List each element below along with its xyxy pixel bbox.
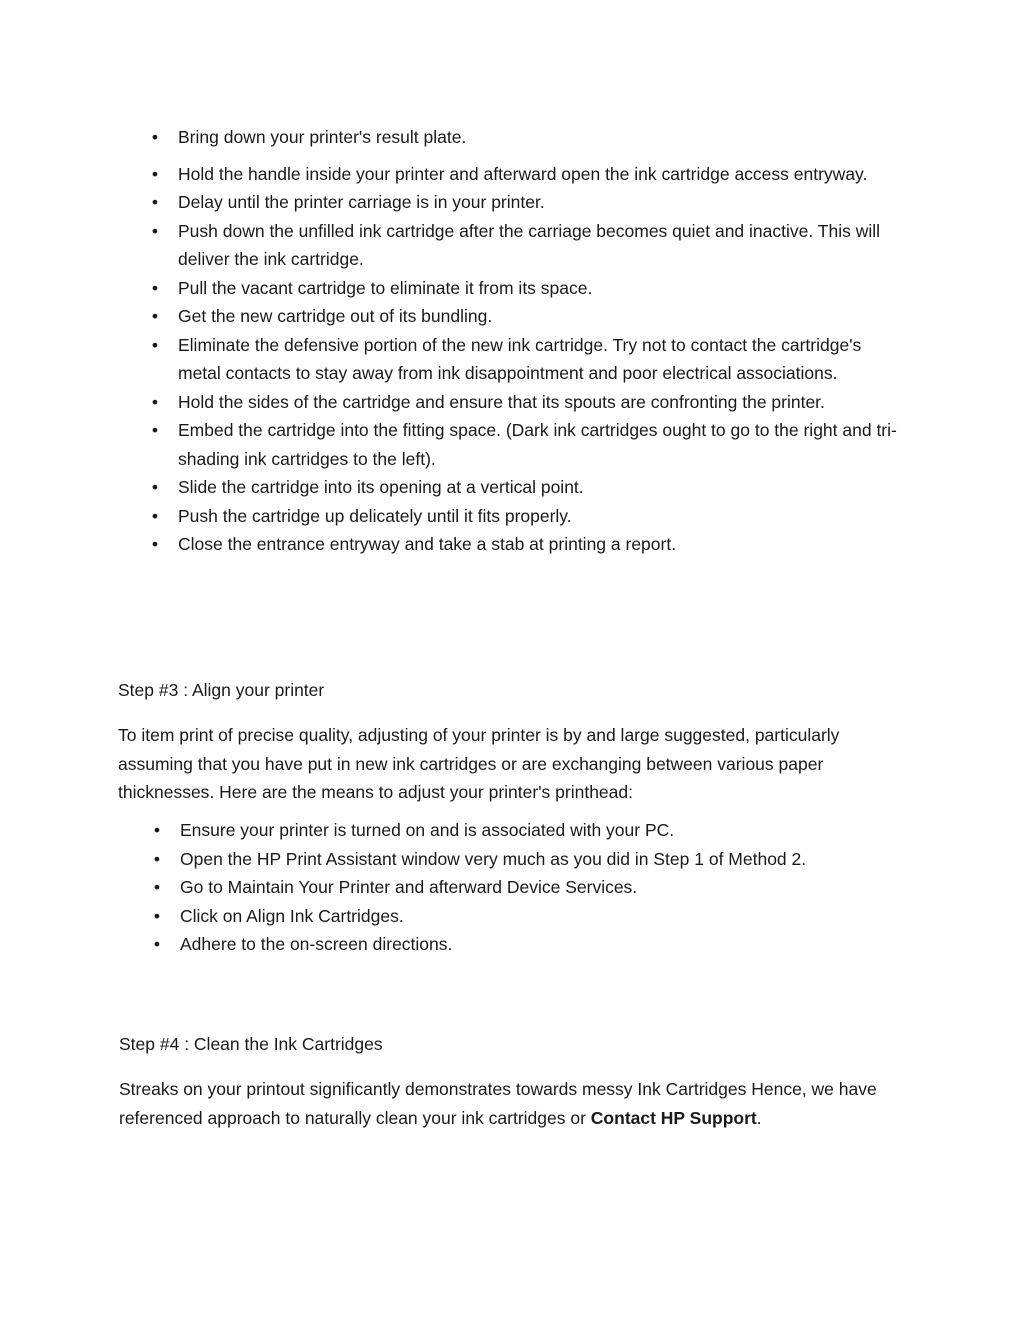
list-item-text: Eliminate the defensive portion of the new ink cartridge. Try not to contact the cartridge's metal contacts to stay away from ink disappointment and poor electrical associations. [178,334,862,383]
list-item-text: Hold the sides of the cartridge and ensure that its spouts are confronting the printer. [178,391,825,412]
step4-heading: Step #4 : Clean the Ink Cartridges [119,1034,383,1054]
bullet-icon: • [151,334,159,355]
list-item [150,816,890,845]
step4-paragraph-end: . [756,1107,762,1128]
bullet-icon: • [151,220,159,241]
cartridge-replacement-list [148,123,908,559]
contact-hp-support-link[interactable]: Contact HP Support [590,1107,757,1128]
list-item-text: Hold the handle inside your printer and afterward open the ink cartridge access entryway. [178,163,868,184]
list-item-text: Push the cartridge up delicately until it fits properly. [178,505,572,526]
bullet-icon: • [153,820,161,840]
bullet-icon: • [151,192,159,212]
bullet-icon: • [151,306,159,326]
list-item [148,160,908,189]
bullet-icon: • [151,420,159,440]
list-item [148,217,908,274]
list-item-text: Close the entrance entryway and take a stab at printing a report. [178,534,677,554]
list-item-text: Get the new cartridge out of its bundling. [178,306,493,326]
list-item [148,123,908,152]
list-item [148,388,908,417]
list-item-text: Go to Maintain Your Printer and afterward Device Services. [180,877,638,897]
list-item [148,274,908,303]
step4-paragraph-text: Streaks on your printout significantly demonstrates towards messy Ink Cartridges Hence, we have referenced approach to naturally clean your ink cartridges or [119,1079,877,1128]
bullet-icon: • [151,277,159,298]
list-item [148,502,908,531]
list-item [150,845,890,874]
bullet-icon: • [151,477,159,497]
bullet-icon: • [151,127,159,147]
bullet-icon: • [153,905,161,926]
list-item [148,331,908,388]
bullet-icon: • [153,934,161,954]
list-item-text: Click on Align Ink Cartridges. [180,905,404,926]
list-item-text: Push down the unfilled ink cartridge after the carriage becomes quiet and inactive. This will deliver the ink cartridge. [178,220,880,269]
list-item [148,416,908,473]
list-item [150,902,890,931]
list-item-text: Embed the cartridge into the fitting space. (Dark ink cartridges ought to go to the right and tri-shading ink cartridges to the left). [178,420,897,469]
bullet-icon: • [151,505,159,526]
list-item [150,930,890,959]
list-item-text: Pull the vacant cartridge to eliminate it from its space. [178,277,593,298]
list-item [150,873,890,902]
bullet-icon: • [151,391,159,412]
bullet-icon: • [151,534,159,554]
bullet-icon: • [153,848,161,869]
list-item [148,188,908,217]
list-item-text: Bring down your printer's result plate. [178,127,467,147]
step4-paragraph [119,1075,899,1132]
list-item-text: Ensure your printer is turned on and is associated with your PC. [180,820,675,840]
list-item-text: Delay until the printer carriage is in your printer. [178,192,545,212]
list-item [148,530,908,559]
list-item [148,302,908,331]
bullet-icon: • [151,163,159,184]
bullet-icon: • [153,877,161,897]
list-item-text: Adhere to the on-screen directions. [180,934,453,954]
list-item-text: Slide the cartridge into its opening at a vertical point. [178,477,584,497]
list-item [148,473,908,502]
alignment-steps-list [150,816,890,959]
step3-paragraph: To item print of precise quality, adjusting of your printer is by and large suggested, particularly assuming that you have put in new ink cartridges or are exchanging between various paper thicknesses. Here are the means to adjust your printer's printhead: [118,725,840,802]
step3-heading: Step #3 : Align your printer [118,680,325,700]
list-item-text: Open the HP Print Assistant window very much as you did in Step 1 of Method 2. [180,848,807,869]
